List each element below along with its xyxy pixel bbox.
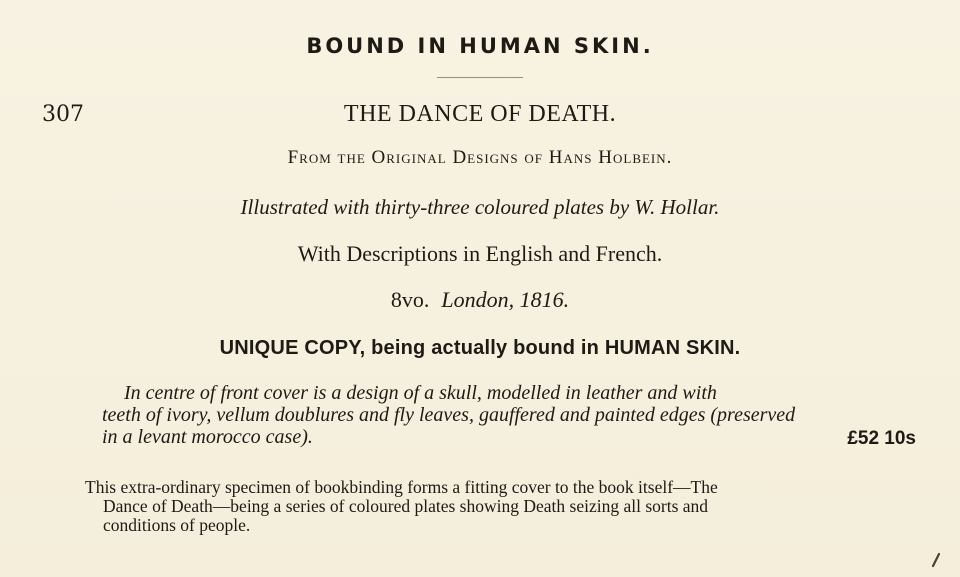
- note-line: conditions of people.: [103, 515, 251, 535]
- place-and-date: London, 1816.: [441, 287, 570, 312]
- illustration-note: Illustrated with thirty-three coloured plates by W. Hollar.: [240, 195, 720, 219]
- note-line: Dance of Death—being a series of coloured plates showing Death seizing all sorts and: [103, 496, 709, 516]
- book-format: 8vo.: [390, 287, 430, 312]
- imprint: [0, 287, 960, 313]
- binding-line: In centre of front cover is a design of a skull, modelled in leather and with: [124, 382, 717, 404]
- heading-rule: [437, 77, 523, 78]
- page-heading: BOUND IN HUMAN SKIN.: [306, 34, 654, 58]
- unique-copy-statement: UNIQUE COPY, being actually bound in HUMAN SKIN.: [219, 337, 741, 359]
- price: £52 10s: [847, 428, 916, 449]
- binding-description: [102, 382, 917, 448]
- book-subtitle: From the Original Designs of Hans Holbein.: [287, 147, 673, 168]
- lot-number: 307: [42, 102, 84, 127]
- binding-line: teeth of ivory, vellum doublures and fly leaves, gauffered and painted edges (preserved: [102, 404, 796, 426]
- note-line: This extra-ordinary specimen of bookbinding forms a fitting cover to the book itself—The: [85, 477, 718, 497]
- binding-line: in a levant morocco case).: [102, 426, 313, 448]
- book-title: THE DANCE OF DEATH.: [343, 101, 617, 127]
- pencil-mark-icon: [930, 552, 942, 568]
- catalogue-note: [85, 478, 917, 535]
- language-note: With Descriptions in English and French.: [297, 241, 663, 266]
